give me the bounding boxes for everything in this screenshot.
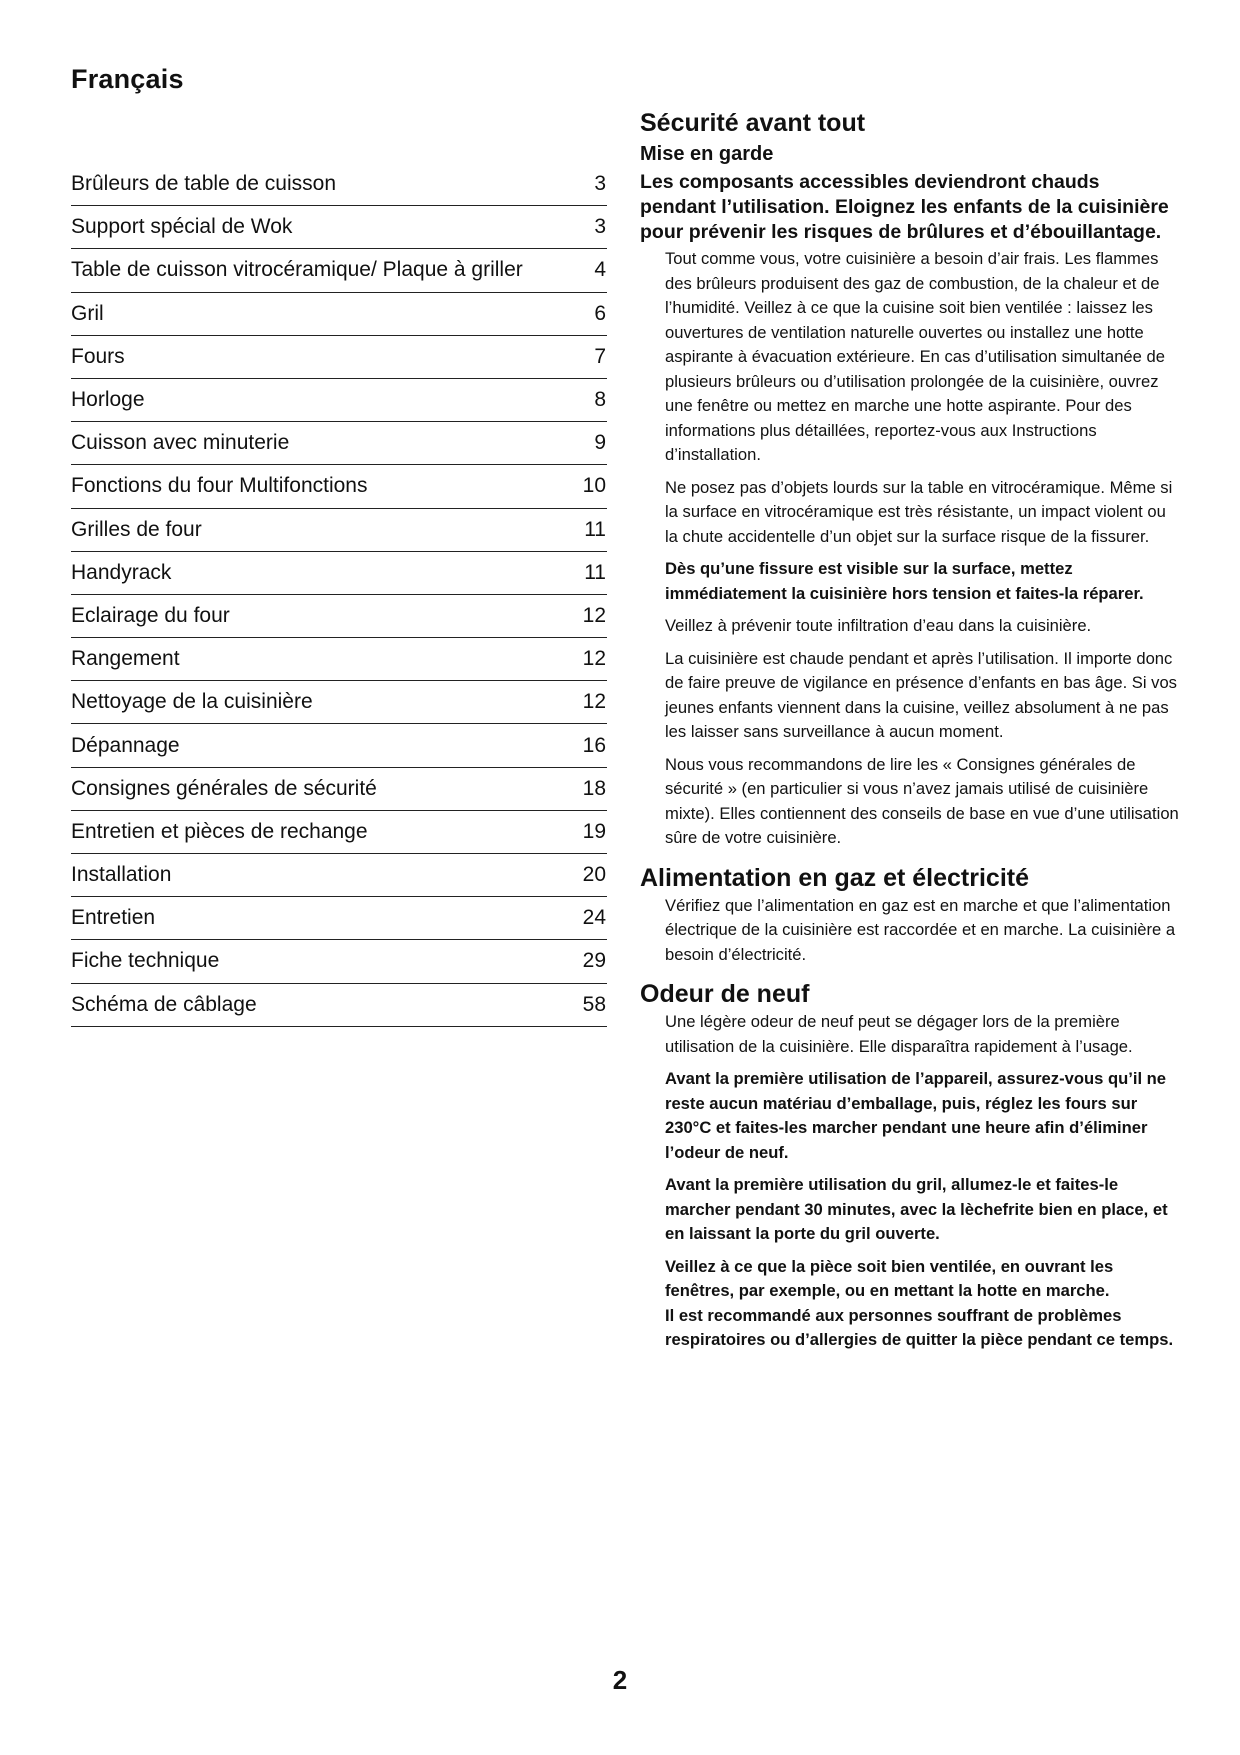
toc-entry bbox=[71, 984, 607, 1027]
toc-entry-page: 12 bbox=[582, 690, 606, 714]
toc-entry bbox=[71, 379, 607, 422]
toc-entry-title: Fours bbox=[71, 344, 125, 368]
warning-subheading: Mise en garde bbox=[640, 143, 774, 165]
toc-entry bbox=[71, 163, 607, 206]
toc-entry bbox=[71, 509, 607, 552]
safety-paragraph: Veillez à prévenir toute infiltration d’eau dans la cuisinière. bbox=[665, 616, 1092, 635]
safety-paragraph: Ne posez pas d’objets lourds sur la table en vitrocéramique. Même si la surface en vitrocéramique est très résistante, un impact violent ou la chute accidentelle d’un objet sur la surface risque de la fissurer. bbox=[665, 477, 1173, 546]
toc-entry-title: Eclairage du four bbox=[71, 603, 230, 627]
toc-entry-title: Gril bbox=[71, 301, 104, 325]
toc-entry-page: 8 bbox=[594, 388, 606, 412]
supply-heading: Alimentation en gaz et électricité bbox=[640, 863, 1029, 892]
toc-entry bbox=[71, 940, 607, 983]
toc-entry-title: Support spécial de Wok bbox=[71, 215, 293, 239]
toc-entry bbox=[71, 465, 607, 508]
toc-entry-title: Dépannage bbox=[71, 733, 180, 757]
toc-entry-title: Consignes générales de sécurité bbox=[71, 776, 377, 800]
toc-entry-page: 10 bbox=[582, 474, 606, 498]
right-column bbox=[640, 108, 1180, 1361]
toc-entry bbox=[71, 854, 607, 897]
toc-entry-page: 58 bbox=[582, 992, 606, 1016]
warning-text: Les composants accessibles deviendront chauds pendant l’utilisation. Eloignez les enfants de la cuisinière pour prévenir les risques de brûlures et d’ébouillantage. bbox=[640, 171, 1169, 243]
toc-entry-page: 4 bbox=[594, 258, 606, 282]
smell-body bbox=[665, 1010, 1180, 1353]
toc-entry-page: 3 bbox=[594, 172, 606, 196]
toc-entry-page: 16 bbox=[582, 733, 606, 757]
toc-entry-title: Fonctions du four Multifonctions bbox=[71, 474, 368, 498]
toc-entry-title: Nettoyage de la cuisinière bbox=[71, 690, 313, 714]
toc-entry-page: 11 bbox=[584, 560, 606, 584]
toc-entry bbox=[71, 293, 607, 336]
toc-entry-page: 29 bbox=[582, 949, 606, 973]
toc-entry bbox=[71, 206, 607, 249]
toc-entry-title: Rangement bbox=[71, 647, 180, 671]
smell-section bbox=[640, 979, 1180, 1353]
toc-entry-title: Handyrack bbox=[71, 560, 172, 584]
toc-entry-title: Schéma de câblage bbox=[71, 992, 257, 1016]
supply-body bbox=[665, 894, 1180, 968]
toc-entry bbox=[71, 724, 607, 767]
toc-entry bbox=[71, 768, 607, 811]
safety-paragraph: Tout comme vous, votre cuisinière a besoin d’air frais. Les flammes des brûleurs produisent des gaz de combustion, de la chaleur et de l’humidité. Veillez à ce que la cuisine soit bien ventilée : laissez les ouvertures de ventilation naturelle ouvertes ou installez une hotte aspirante à évacuation extérieure. En cas d’utilisation simultanée de plusieurs brûleurs ou d’utilisation prolongée de la cuisinière, ouvrez une fenêtre ou mettez en marche une hotte aspirante. Pour des informations plus détaillées, reportez-vous aux Instructions d’installation. bbox=[665, 249, 1165, 464]
safety-paragraph-bold: Dès qu’une fissure est visible sur la surface, mettez immédiatement la cuisinière hors tension et faites-la réparer. bbox=[665, 559, 1144, 603]
smell-paragraph-bold: Avant la première utilisation de l’appareil, assurez-vous qu’il ne reste aucun matériau d’emballage, puis, réglez les fours sur 230°C et faites-les marcher pendant une heure afin d’éliminer l’odeur de neuf. bbox=[665, 1069, 1167, 1162]
smell-paragraph: Une légère odeur de neuf peut se dégager lors de la première utilisation de la cuisinière. Elle disparaîtra rapidement à l’usage. bbox=[665, 1012, 1133, 1056]
toc-entry bbox=[71, 811, 607, 854]
toc-entry-page: 18 bbox=[582, 776, 606, 800]
toc-entry-page: 12 bbox=[582, 603, 606, 627]
toc-entry-page: 20 bbox=[582, 863, 606, 887]
toc-entry-page: 7 bbox=[594, 344, 606, 368]
toc-entry-title: Installation bbox=[71, 863, 172, 887]
toc-entry-title: Brûleurs de table de cuisson bbox=[71, 172, 336, 196]
safety-paragraph: La cuisinière est chaude pendant et après l’utilisation. Il importe donc de faire preuve de vigilance en présence d’enfants en bas âge. Si vos jeunes enfants viennent dans la cuisine, veillez absolument à ne pas les laisser sans surveillance à aucun moment. bbox=[665, 648, 1177, 741]
toc-entry-page: 6 bbox=[594, 301, 606, 325]
toc-entry-page: 12 bbox=[582, 647, 606, 671]
supply-section bbox=[640, 863, 1180, 968]
safety-section bbox=[640, 108, 1180, 851]
toc-entry bbox=[71, 422, 607, 465]
toc-entry-page: 19 bbox=[582, 819, 606, 843]
safety-body bbox=[665, 247, 1180, 851]
toc-entry-title: Grilles de four bbox=[71, 517, 202, 541]
toc-entry-title: Entretien bbox=[71, 906, 156, 930]
toc-entry-title: Entretien et pièces de rechange bbox=[71, 819, 368, 843]
toc-entry bbox=[71, 595, 607, 638]
toc-entry bbox=[71, 552, 607, 595]
toc-entry-title: Fiche technique bbox=[71, 949, 220, 973]
toc-entry-title: Horloge bbox=[71, 388, 145, 412]
toc-entry-title: Cuisson avec minuterie bbox=[71, 431, 290, 455]
smell-paragraph-bold: Avant la première utilisation du gril, allumez-le et faites-le marcher pendant 30 minutes, avec la lèchefrite bien en place, et en laissant la porte du gril ouverte. bbox=[665, 1175, 1168, 1243]
toc-entry-page: 24 bbox=[582, 906, 606, 930]
language-title: Français bbox=[71, 64, 184, 94]
toc-entry bbox=[71, 638, 607, 681]
smell-paragraph-bold: Veillez à ce que la pièce soit bien ventilée, en ouvrant les fenêtres, par exemple, ou en mettant la hotte en marche. bbox=[665, 1256, 1114, 1300]
table-of-contents bbox=[71, 163, 607, 1027]
toc-entry-page: 3 bbox=[594, 215, 606, 239]
toc-entry-page: 9 bbox=[594, 431, 606, 455]
smell-heading: Odeur de neuf bbox=[640, 980, 810, 1008]
supply-paragraph: Vérifiez que l’alimentation en gaz est en marche et que l’alimentation électrique de la cuisinière est raccordée et en marche. La cuisinière a besoin d’électricité. bbox=[665, 895, 1176, 964]
page-number: 2 bbox=[612, 1665, 628, 1695]
toc-entry bbox=[71, 336, 607, 379]
toc-entry bbox=[71, 249, 607, 292]
safety-heading: Sécurité avant tout bbox=[640, 109, 866, 137]
safety-paragraph: Nous vous recommandons de lire les « Consignes générales de sécurité » (en particulier si vous n’avez jamais utilisé de cuisinière mixte). Elles contiennent des conseils de base en vue d’une utilisation sûre de votre cuisinière. bbox=[665, 754, 1179, 847]
smell-paragraph-bold: Il est recommandé aux personnes souffrant de problèmes respiratoires ou d’allergies de quitter la pièce pendant ce temps. bbox=[665, 1305, 1174, 1349]
toc-entry bbox=[71, 681, 607, 724]
toc-entry bbox=[71, 897, 607, 940]
toc-entry-title: Table de cuisson vitrocéramique/ Plaque à griller bbox=[71, 258, 523, 282]
toc-entry-page: 11 bbox=[584, 517, 606, 541]
